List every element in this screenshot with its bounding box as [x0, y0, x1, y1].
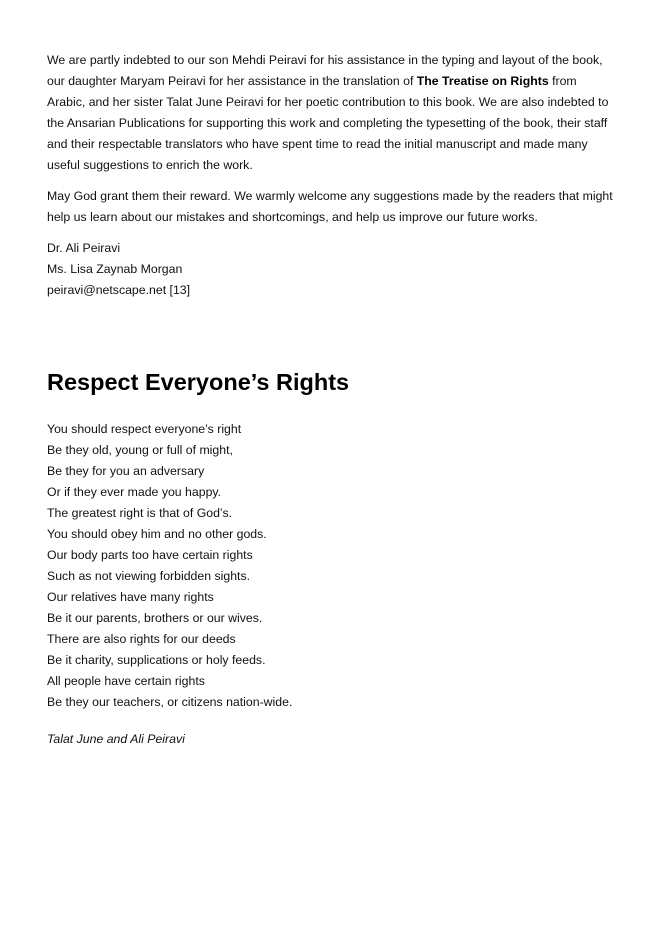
poem-line: The greatest right is that of God’s. [47, 506, 233, 520]
signature-email: peiravi@netscape.net [13] [47, 283, 191, 297]
closing-paragraph: May God grant them their reward. We warmly welcome any suggestions made by the readers that might help us learn about our mistakes and shortcomings, and help us improve our future works. [47, 189, 613, 224]
poem-line: Be it our parents, brothers or our wives. [47, 611, 263, 625]
poem-line: Or if they ever made you happy. [47, 485, 222, 499]
poem-author: Talat June and Ali Peiravi [47, 732, 185, 746]
signature-name-2: Ms. Lisa Zaynab Morgan [47, 262, 183, 276]
poem-line: You should obey him and no other gods. [47, 527, 267, 541]
signature-block [47, 238, 617, 301]
poem-line: Be they for you an adversary [47, 464, 205, 478]
acknowledgement-text-end: from Arabic, and her sister Talat June Peiravi for her poetic contribution to this book. We are also indebted to the Ansarian Publications for supporting this work and completing the typesetting of the book, their staff and their respectable translators who have spent time to read the initial manuscript and made many useful suggestions to enrich the work. [47, 74, 609, 172]
poem-line: All people have certain rights [47, 674, 205, 688]
poem-body [47, 419, 292, 713]
poem-title: Respect Everyone’s Rights [47, 369, 350, 395]
poem-line: Our relatives have many rights [47, 590, 214, 604]
document-page [47, 50, 617, 746]
acknowledgement-text-start: We are partly indebted to our son Mehdi Peiravi for his assistance in the typing and layout of the book, our daughter Maryam Peiravi for her assistance in the translation of [47, 53, 603, 88]
poem-line: There are also rights for our deeds [47, 632, 236, 646]
acknowledgement-paragraph [47, 50, 617, 176]
poem-line: You should respect everyone’s right [47, 422, 242, 436]
signature-name-1: Dr. Ali Peiravi [47, 241, 121, 255]
poem-line: Be it charity, supplications or holy feeds. [47, 653, 266, 667]
poem-line: Our body parts too have certain rights [47, 548, 253, 562]
poem-line: Be they old, young or full of might, [47, 443, 233, 457]
poem-line: Be they our teachers, or citizens nation-wide. [47, 695, 293, 709]
poem-line: Such as not viewing forbidden sights. [47, 569, 251, 583]
book-title-bold: The Treatise on Rights [416, 74, 549, 88]
